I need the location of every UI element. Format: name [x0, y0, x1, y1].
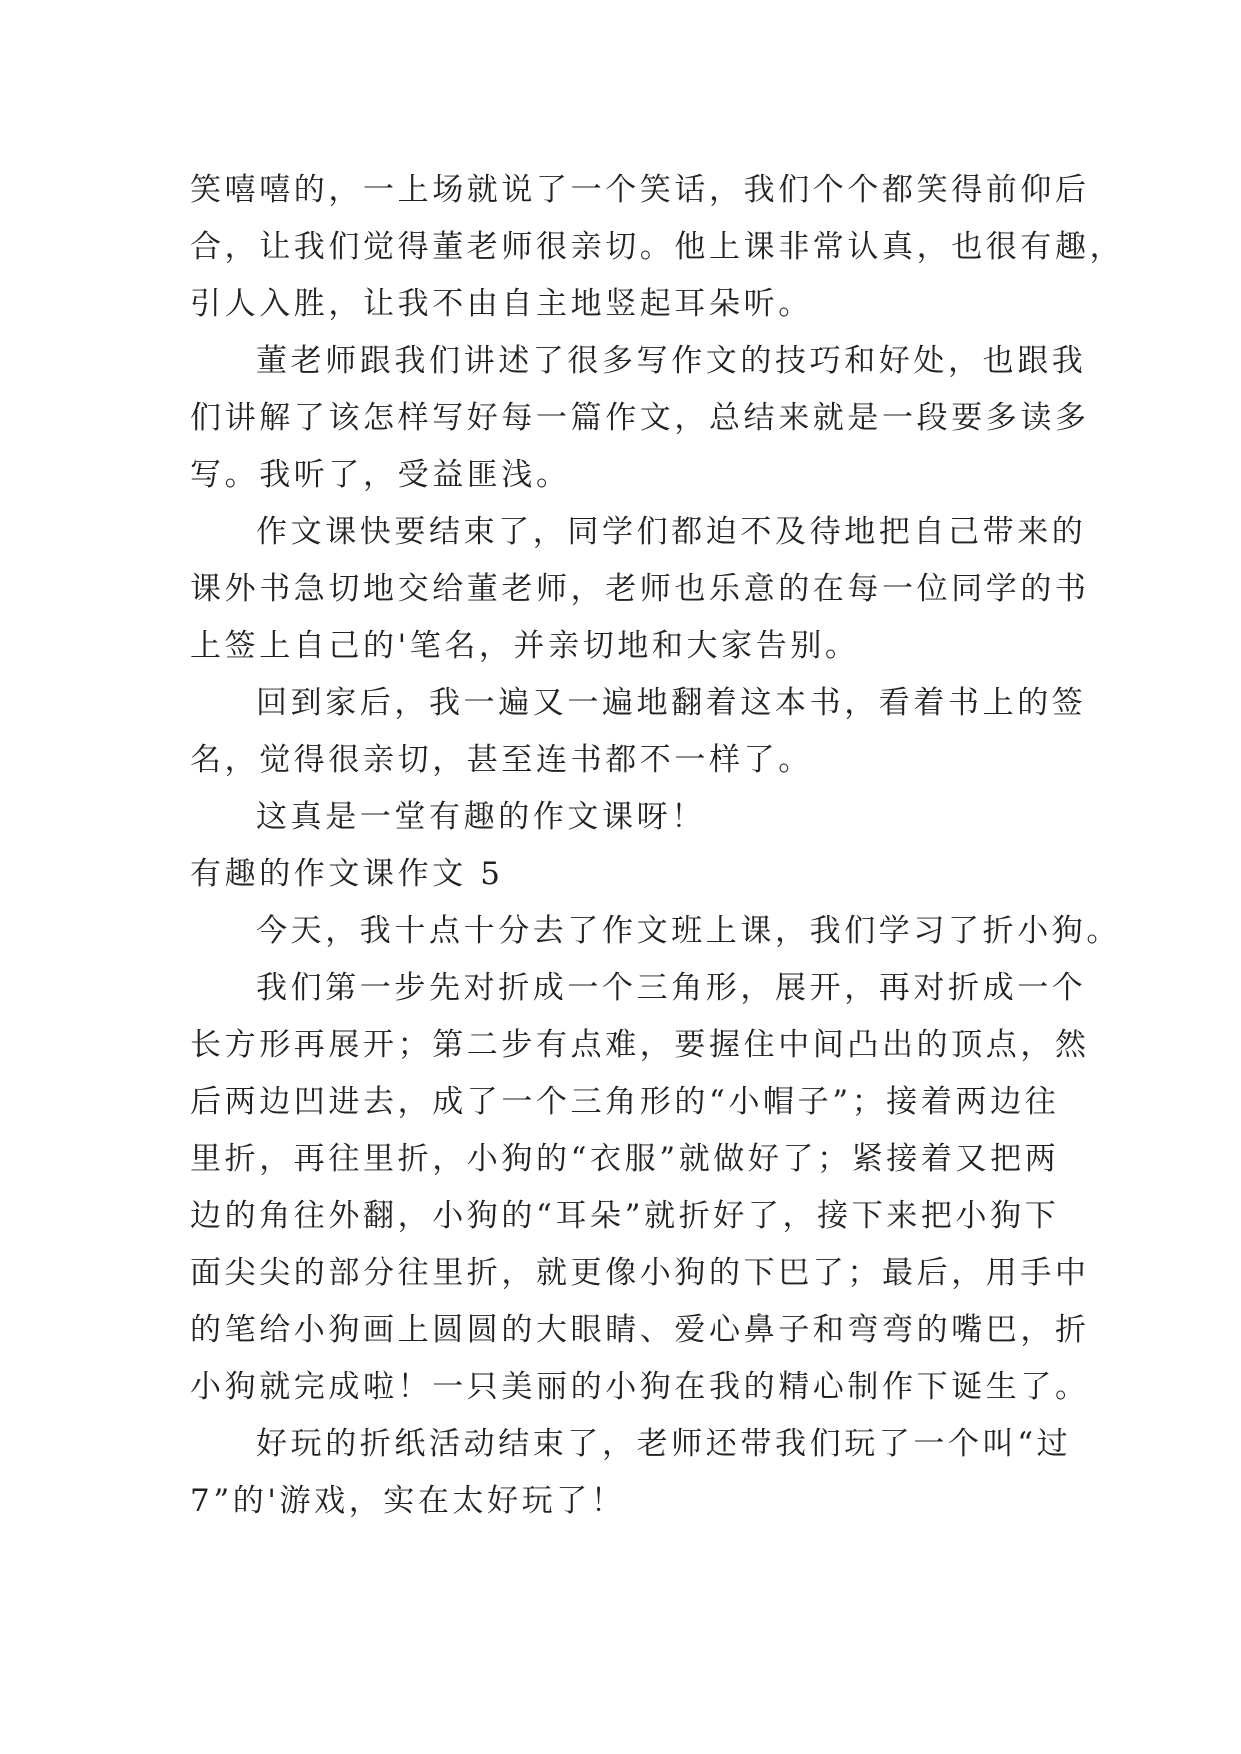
paragraph-start-line: 作文课快要结束了，同学们都迫不及待地把自己带来的 — [256, 514, 1087, 550]
paragraph-start-line: 今天，我十点十分去了作文班上课，我们学习了折小狗。 — [256, 913, 1121, 949]
text-line: 课外书急切地交给董老师，老师也乐意的在每一位同学的书 — [190, 571, 1090, 607]
text-line: 合，让我们觉得董老师很亲切。他上课非常认真，也很有趣， — [190, 229, 1125, 265]
text-line: 后两边凹进去，成了一个三角形的“小帽子”；接着两边往 — [190, 1084, 1060, 1120]
text-line: 们讲解了该怎样写好每一篇作文，总结来就是一段要多读多 — [190, 400, 1090, 436]
text-line: 写。我听了，受益匪浅。 — [190, 457, 571, 493]
text-line: 边的角往外翻，小狗的“耳朵”就折好了，接下来把小狗下 — [190, 1198, 1060, 1234]
paragraph-start-line: 回到家后，我一遍又一遍地翻着这本书，看着书上的签 — [256, 685, 1087, 721]
text-line: 名，觉得很亲切，甚至连书都不一样了。 — [190, 742, 813, 778]
text-line: 的笔给小狗画上圆圆的大眼睛、爱心鼻子和弯弯的嘴巴，折 — [190, 1312, 1090, 1348]
text-line: 上签上自己的'笔名，并亲切地和大家告别。 — [190, 628, 860, 664]
text-line: 小狗就完成啦！一只美丽的小狗在我的精心制作下诞生了。 — [190, 1369, 1090, 1405]
text-line: 里折，再往里折，小狗的“衣服”就做好了；紧接着又把两 — [190, 1141, 1060, 1177]
paragraph-start-line: 好玩的折纸活动结束了，老师还带我们玩了一个叫“过 — [256, 1426, 1072, 1462]
text-line: 面尖尖的部分往里折，就更像小狗的下巴了；最后，用手中 — [190, 1255, 1090, 1291]
paragraph-start-line: 董老师跟我们讲述了很多写作文的技巧和好处，也跟我 — [256, 343, 1087, 379]
paragraph-start-line: 我们第一步先对折成一个三角形，展开，再对折成一个 — [256, 970, 1087, 1006]
paragraph-start-line: 这真是一堂有趣的作文课呀！ — [256, 799, 706, 835]
text-line: 笑嘻嘻的，一上场就说了一个笑话，我们个个都笑得前仰后 — [190, 172, 1090, 208]
text-line: 长方形再展开；第二步有点难，要握住中间凸出的顶点，然 — [190, 1027, 1090, 1063]
text-line: 引人入胜，让我不由自主地竖起耳朵听。 — [190, 286, 813, 322]
section-heading: 有趣的作文课作文 5 — [190, 856, 504, 892]
text-line: 7”的'游戏，实在太好玩了！ — [190, 1483, 626, 1519]
